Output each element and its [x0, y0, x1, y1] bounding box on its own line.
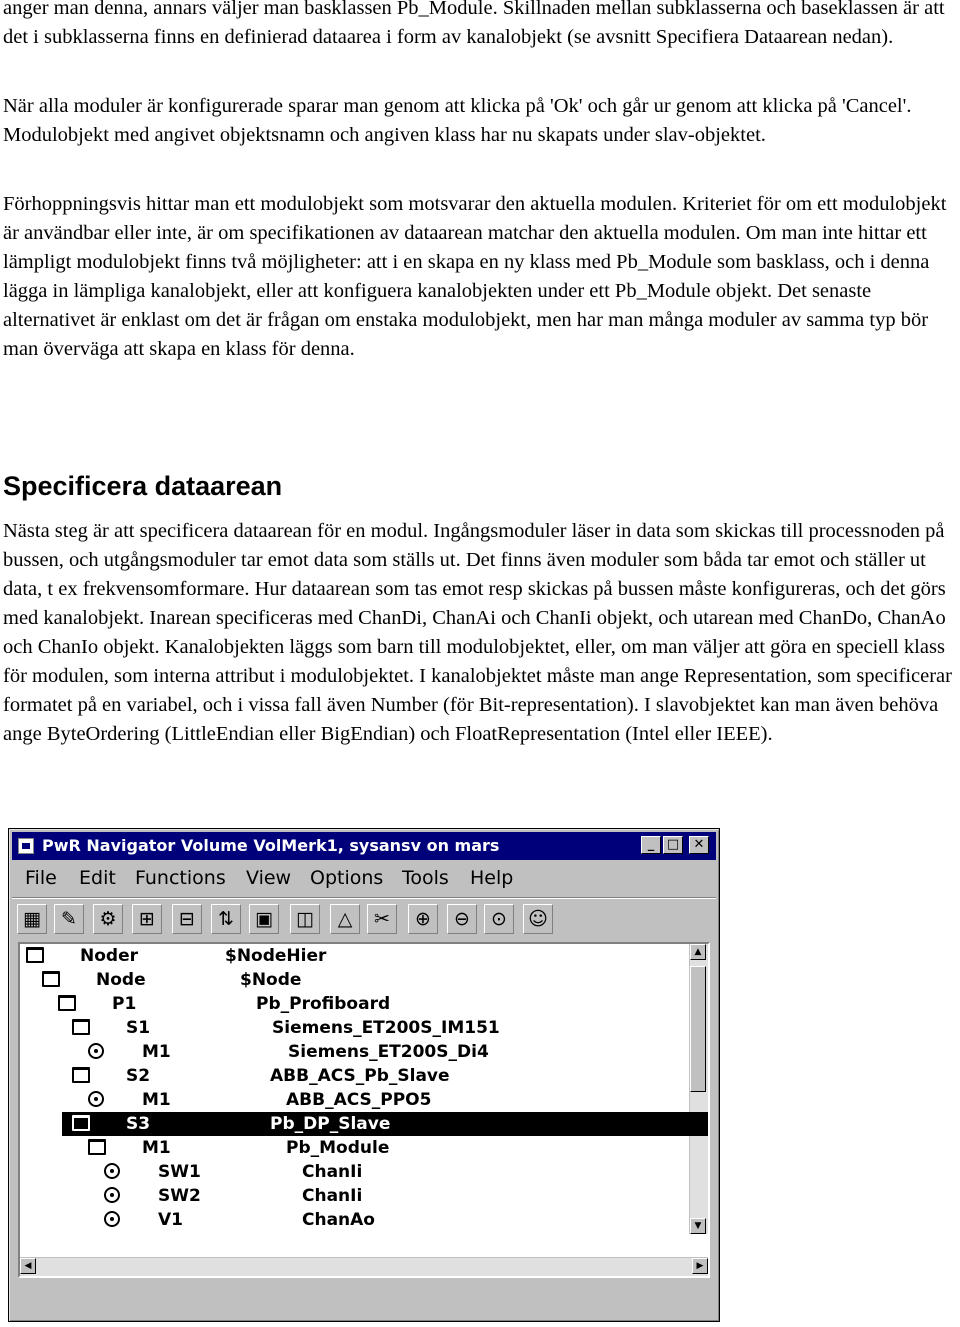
- tree-row[interactable]: [62, 1112, 710, 1136]
- scroll-left-icon[interactable]: ◀: [20, 1258, 36, 1274]
- folder-open-icon[interactable]: [72, 1019, 90, 1035]
- save-icon[interactable]: ▦: [17, 904, 47, 934]
- zoom-reset-icon[interactable]: ⊙: [484, 904, 514, 934]
- scroll-up-icon[interactable]: ▲: [690, 944, 706, 960]
- window-title: PwR Navigator Volume VolMerk1, sysansv on mars: [42, 836, 500, 855]
- folder-open-icon[interactable]: [58, 995, 76, 1011]
- tree-object-name: V1: [158, 1210, 183, 1230]
- folder-open-icon[interactable]: [26, 947, 44, 963]
- tree-row[interactable]: [20, 1016, 680, 1040]
- tree-object-name: S3: [126, 1114, 151, 1134]
- folder-open-icon[interactable]: [72, 1115, 90, 1131]
- smiley-icon[interactable]: ☺: [523, 904, 553, 934]
- tree-object-class: Siemens_ET200S_Di4: [288, 1042, 489, 1062]
- zoom-out-icon[interactable]: ⊖: [447, 904, 477, 934]
- object-tree: [18, 942, 710, 1278]
- scroll-right-icon[interactable]: ▶: [692, 1258, 708, 1274]
- tree-row[interactable]: [20, 1088, 680, 1112]
- object-icon[interactable]: [104, 1163, 120, 1179]
- object-icon[interactable]: [88, 1043, 104, 1059]
- tree-row[interactable]: [20, 1160, 680, 1184]
- folder-open-icon[interactable]: [72, 1067, 90, 1083]
- section-heading: Specificera dataarean: [3, 471, 283, 501]
- tree-row[interactable]: [20, 1208, 680, 1232]
- tree-object-class: ABB_ACS_Pb_Slave: [270, 1066, 450, 1086]
- folder-open-icon[interactable]: [42, 971, 60, 987]
- pencil-icon[interactable]: ✎: [54, 904, 84, 934]
- tree-object-name: SW1: [158, 1162, 201, 1182]
- tree-row[interactable]: [20, 1136, 680, 1160]
- tree-object-name: M1: [142, 1090, 171, 1110]
- paragraph-dataarea: Nästa steg är att specificera dataarean för en modul. Ingångsmoduler läser in data som skickas till processnoden på bussen, och utgångsmoduler tar emot data som ställs ut. Det finns även moduler som båda tar emot och ställer ut data, t ex frekvensomformare. Hur dataarean som tas emot resp skickas på bussen måste konfigureras, och det görs med kanalobjekt. Inarean specificeras med ChanDi, ChanAi och ChanIi objekt, och utarean med ChanDo, ChanAo och ChanIo objekt. Kanalobjekten läggs som barn till modulobjektet, eller, om man väljer att göra en speciell klass för modulen, som interna attribut i modulobjektet. I kanalobjektet måste man ange Representation, som specificerar formatet på en variabel, och i vissa fall även Number (för Bit-representation). I slavobjektet kan man även behöva ange ByteOrdering (LittleEndian eller BigEndian) och FloatRepresentation (Intel eller IEEE).: [3, 520, 952, 745]
- tree-object-class: Siemens_ET200S_IM151: [272, 1018, 500, 1038]
- paragraph-save: När alla moduler är konfigurerade sparar man genom att klicka på 'Ok' och går ur genom att klicka på 'Cancel'. Modulobjekt med angivet objektsnamn och angiven klass har nu skapats under slav-objektet.: [3, 95, 912, 146]
- menu-edit[interactable]: Edit: [79, 867, 116, 889]
- tree-object-name: P1: [112, 994, 137, 1014]
- tree-object-class: Pb_Profiboard: [256, 994, 391, 1014]
- open-object-icon[interactable]: ▣: [249, 904, 279, 934]
- paragraph-module-object: Förhoppningsvis hittar man ett modulobjekt som motsvarar den aktuella modulen. Kriteriet för om ett modulobjekt är användbar eller inte, är om specifikationen av dataarean matchar den aktuella modulen. Om man inte hittar ett lämpligt modulobjekt finns två möjligheter: att i en skapa en ny klass med Pb_Module som basklass, och i denna lägga in lämpliga kanalobjekt, eller att konfiguera kanalobjekten under ett Pb_Module objekt. Det senaste alternativet är enklast om det är frågan om enstaka modulobjekt, men har man många moduler av samma typ bör man överväga att skapa en klass för denna.: [3, 193, 947, 360]
- tree-row[interactable]: [20, 992, 680, 1016]
- minimize-button[interactable]: _: [641, 836, 661, 854]
- tree-object-name: SW2: [158, 1186, 201, 1206]
- menu-view[interactable]: View: [246, 867, 292, 889]
- tree-row[interactable]: [20, 968, 680, 992]
- window-app-icon: [18, 838, 34, 854]
- tree-object-class: $Node: [240, 970, 302, 990]
- navigator-window: [8, 828, 720, 1322]
- horizontal-scrollbar[interactable]: [20, 1257, 708, 1276]
- vertical-scroll-thumb[interactable]: [690, 966, 706, 1092]
- tree-object-class: $NodeHier: [225, 946, 327, 966]
- status-area: [18, 1281, 710, 1313]
- toolbar: [12, 897, 716, 938]
- gear-icon[interactable]: ⚙: [93, 904, 123, 934]
- tree-object-class: ABB_ACS_PPO5: [286, 1090, 432, 1110]
- title-bar[interactable]: [12, 832, 716, 860]
- tree-object-name: Node: [96, 970, 146, 990]
- move-icon[interactable]: ⇅: [211, 904, 241, 934]
- tree-object-class: Pb_DP_Slave: [270, 1114, 391, 1134]
- tree-object-name: S2: [126, 1066, 151, 1086]
- tree-row[interactable]: [20, 1184, 680, 1208]
- tree-object-class: ChanAo: [302, 1210, 375, 1230]
- tree-object-class: ChanIi: [302, 1162, 363, 1182]
- tree-object-name: Noder: [80, 946, 138, 966]
- tools-icon[interactable]: ✂: [367, 904, 397, 934]
- tree-row[interactable]: [20, 1040, 680, 1064]
- tree-object-name: M1: [142, 1042, 171, 1062]
- menu-file[interactable]: File: [25, 867, 57, 889]
- object-icon[interactable]: [104, 1187, 120, 1203]
- close-button[interactable]: ✕: [689, 836, 709, 854]
- tree-row[interactable]: [20, 944, 680, 968]
- menu-tools[interactable]: Tools: [402, 867, 449, 889]
- menu-help[interactable]: Help: [470, 867, 514, 889]
- zoom-in-icon[interactable]: ⊕: [408, 904, 438, 934]
- tree-object-name: M1: [142, 1138, 171, 1158]
- hierarchy-icon[interactable]: ⊟: [172, 904, 202, 934]
- tree-object-class: Pb_Module: [286, 1138, 390, 1158]
- create-object-icon[interactable]: ⊞: [132, 904, 162, 934]
- split-view-icon[interactable]: ◫: [290, 904, 320, 934]
- alarm-icon[interactable]: △: [330, 904, 360, 934]
- vertical-scrollbar[interactable]: [689, 944, 708, 1234]
- menu-functions[interactable]: Functions: [135, 867, 226, 889]
- maximize-button[interactable]: □: [663, 836, 683, 854]
- menu-bar: [12, 863, 716, 893]
- object-icon[interactable]: [88, 1091, 104, 1107]
- menu-options[interactable]: Options: [310, 867, 384, 889]
- tree-object-class: ChanIi: [302, 1186, 363, 1206]
- tree-row[interactable]: [20, 1064, 680, 1088]
- object-icon[interactable]: [104, 1211, 120, 1227]
- scroll-down-icon[interactable]: ▼: [690, 1218, 706, 1234]
- tree-object-name: S1: [126, 1018, 151, 1038]
- folder-open-icon[interactable]: [88, 1139, 106, 1155]
- paragraph-intro: anger man denna, annars väljer man basklassen Pb_Module. Skillnaden mellan subklasserna och baseklassen är att det i subklasserna finns en definierad dataarea i form av kanalobjekt (se avsnitt Specifiera Dataarean nedan).: [3, 0, 945, 48]
